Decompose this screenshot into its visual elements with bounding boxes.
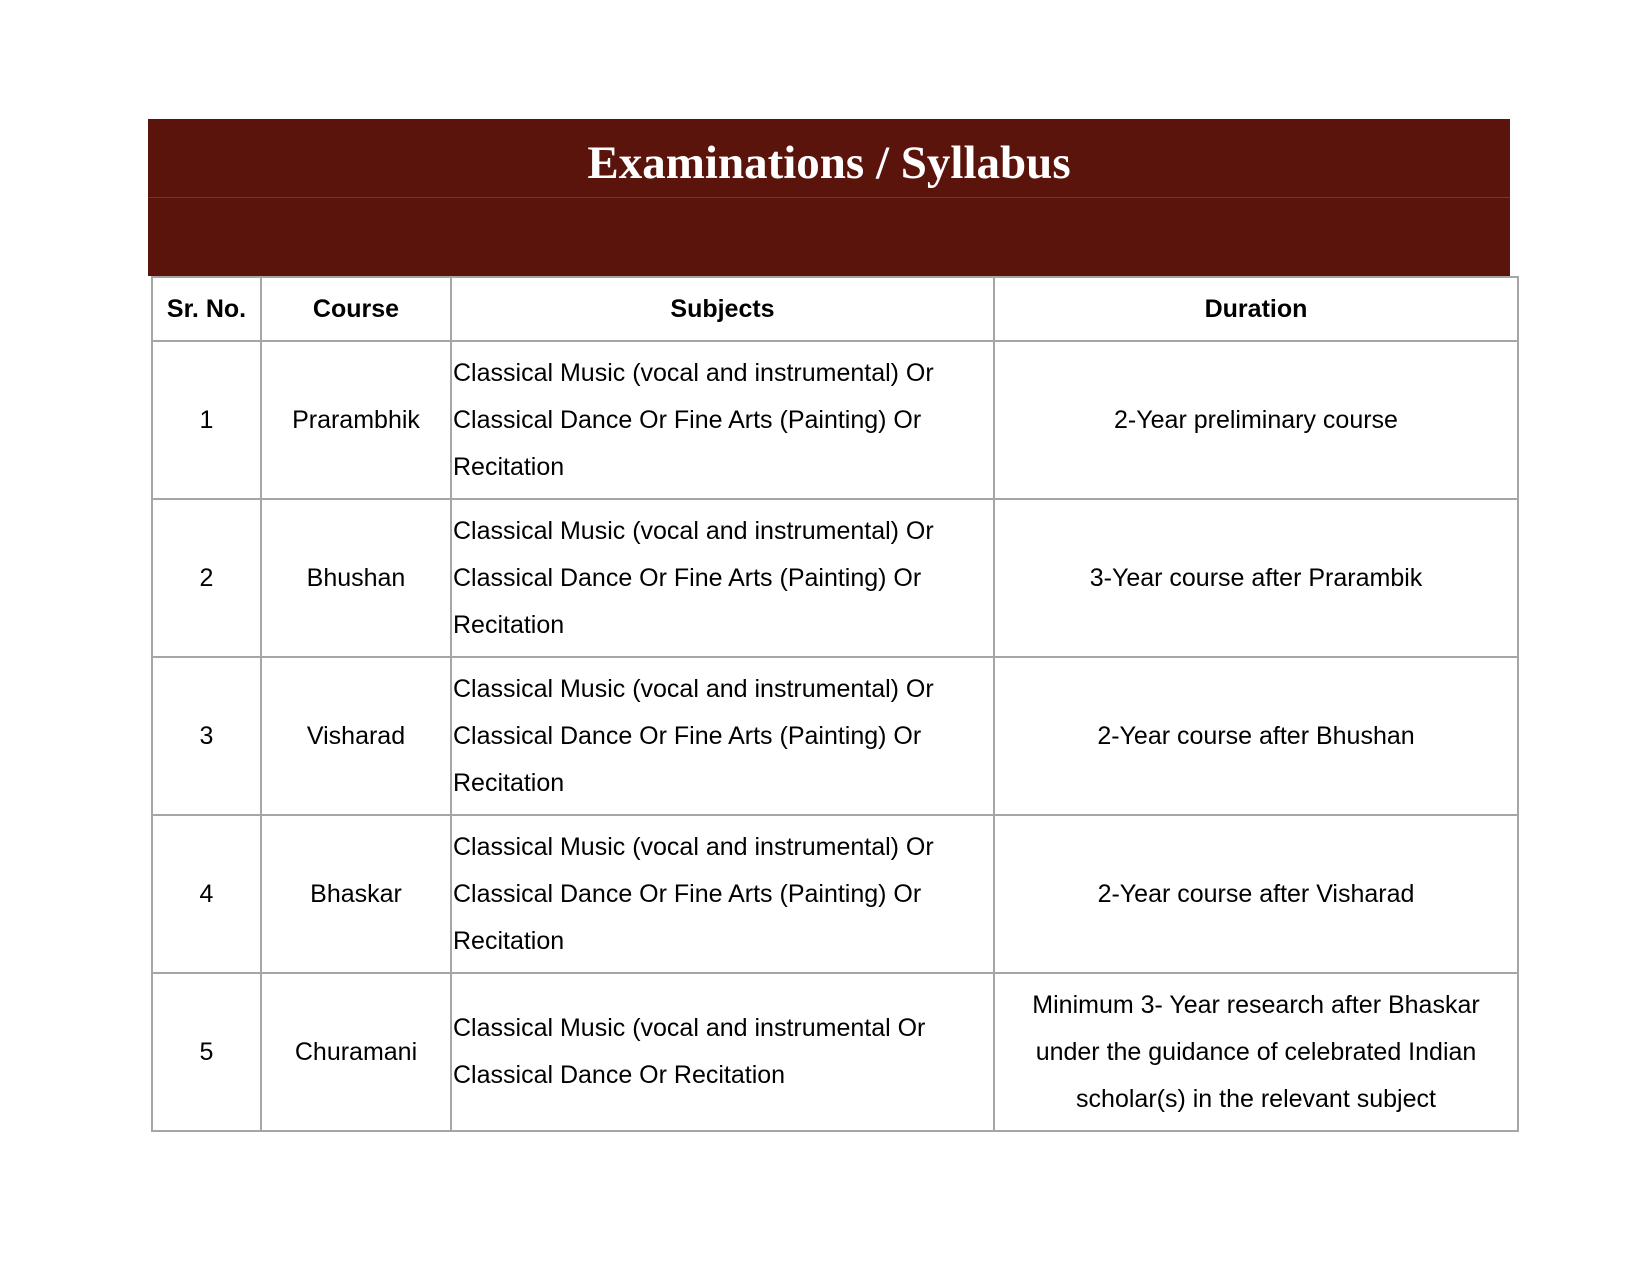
syllabus-table — [151, 276, 1519, 1132]
sr-no-cell: 3 — [152, 657, 261, 815]
table-header-row — [152, 277, 1518, 341]
subjects-cell: Classical Music (vocal and instrumental) Or Classical Dance Or Fine Arts (Painting) Or Recitation — [451, 657, 994, 815]
subjects-cell: Classical Music (vocal and instrumental) Or Classical Dance Or Fine Arts (Painting) Or Recitation — [451, 815, 994, 973]
course-cell: Bhushan — [261, 499, 451, 657]
course-cell: Prarambhik — [261, 341, 451, 499]
table-row — [152, 341, 1518, 499]
duration-cell: Minimum 3- Year research after Bhaskar under the guidance of celebrated Indian scholar(s) in the relevant subject — [994, 973, 1518, 1131]
table-row — [152, 815, 1518, 973]
table-row — [152, 973, 1518, 1131]
subjects-cell: Classical Music (vocal and instrumental) Or Classical Dance Or Fine Arts (Painting) Or Recitation — [451, 499, 994, 657]
sr-no-cell: 2 — [152, 499, 261, 657]
column-header-duration: Duration — [994, 277, 1518, 341]
sr-no-cell: 1 — [152, 341, 261, 499]
table-row — [152, 657, 1518, 815]
banner-divider — [148, 197, 1510, 198]
duration-cell: 2-Year course after Visharad — [994, 815, 1518, 973]
subjects-cell: Classical Music (vocal and instrumental) Or Classical Dance Or Fine Arts (Painting) Or Recitation — [451, 341, 994, 499]
column-header-course: Course — [261, 277, 451, 341]
column-header-subjects: Subjects — [451, 277, 994, 341]
course-cell: Bhaskar — [261, 815, 451, 973]
duration-cell: 3-Year course after Prarambik — [994, 499, 1518, 657]
duration-cell: 2-Year course after Bhushan — [994, 657, 1518, 815]
course-cell: Churamani — [261, 973, 451, 1131]
sr-no-cell: 4 — [152, 815, 261, 973]
title-banner — [148, 119, 1510, 276]
course-cell: Visharad — [261, 657, 451, 815]
subjects-cell: Classical Music (vocal and instrumental Or Classical Dance Or Recitation — [451, 973, 994, 1131]
duration-cell: 2-Year preliminary course — [994, 341, 1518, 499]
column-header-sr-no: Sr. No. — [152, 277, 261, 341]
table-row — [152, 499, 1518, 657]
page-title: Examinations / Syllabus — [587, 137, 1071, 189]
sr-no-cell: 5 — [152, 973, 261, 1131]
